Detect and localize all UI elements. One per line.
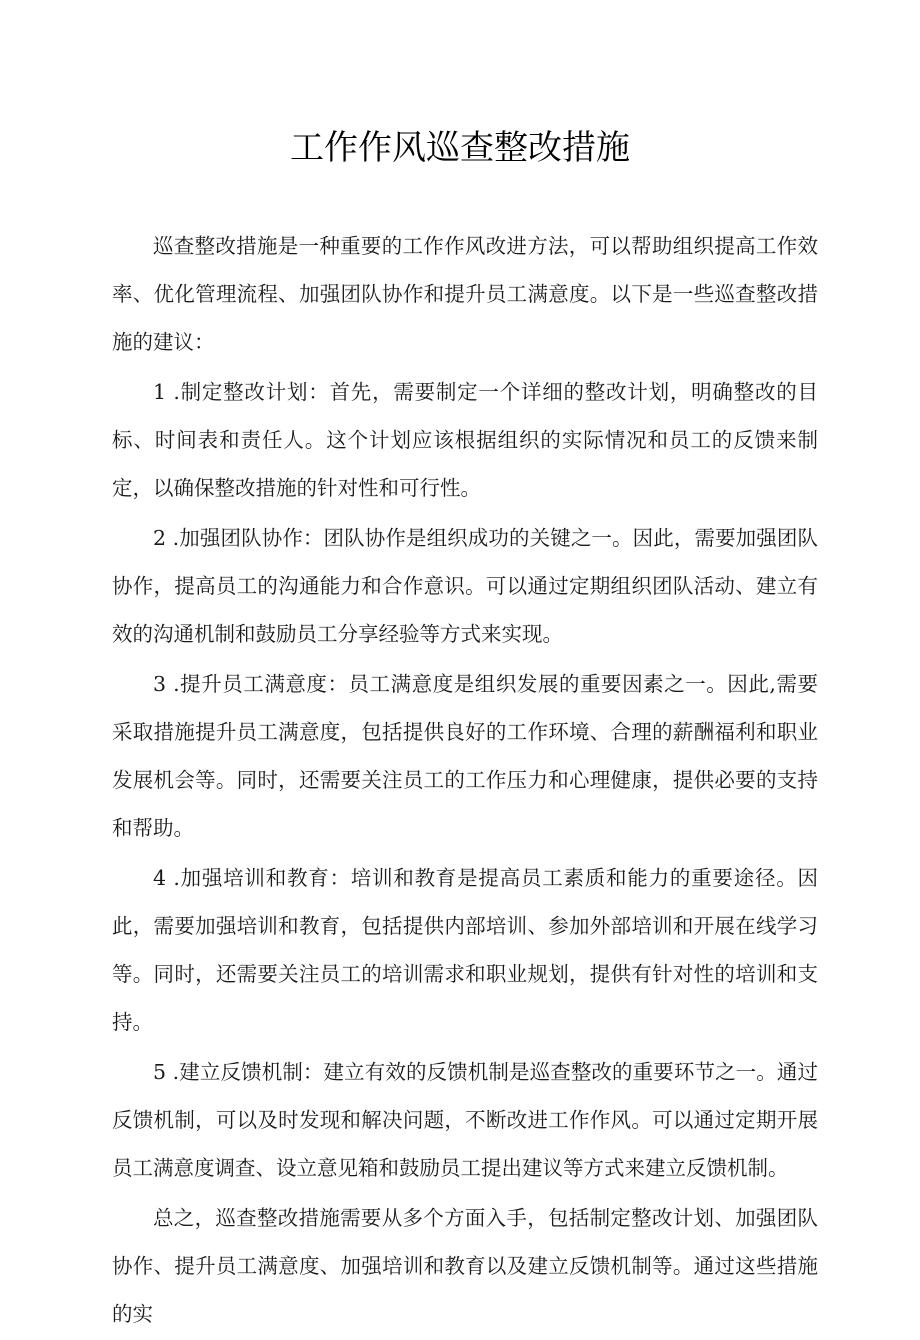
measure-paragraph-1: 1 .制定整改计划：首先，需要制定一个详细的整改计划，明确整改的目标、时间表和责任人。这个计划应该根据组织的实际情况和员工的反馈来制定，以确保整改措施的针对性和可行性。 (112, 380, 818, 500)
measure-paragraph-3: 3 .提升员工满意度：员工满意度是组织发展的重要因素之一。因此,需要采取措施提升员工满意度，包括提供良好的工作环境、合理的薪酬福利和职业发展机会等。同时，还需要关注员工的工作压力和心理健康，提供必要的支持和帮助。 (112, 672, 818, 840)
intro-paragraph: 巡查整改措施是一种重要的工作作风改进方法，可以帮助组织提高工作效率、优化管理流程、加强团队协作和提升员工满意度。以下是一些巡查整改措施的建议： (112, 234, 818, 354)
measure-paragraph-4: 4 .加强培训和教育：培训和教育是提高员工素质和能力的重要途径。因此，需要加强培训和教育，包括提供内部培训、参加外部培训和开展在线学习等。同时，还需要关注员工的培训需求和职业规划，提供有针对性的培训和支持。 (112, 866, 818, 1034)
summary-paragraph: 总之，巡查整改措施需要从多个方面入手，包括制定整改计划、加强团队协作、提升员工满意度、加强培训和教育以及建立反馈机制等。通过这些措施的实 (112, 1206, 818, 1326)
measure-paragraph-2: 2 .加强团队协作：团队协作是组织成功的关键之一。因此，需要加强团队协作，提高员工的沟通能力和合作意识。可以通过定期组织团队活动、建立有效的沟通机制和鼓励员工分享经验等方式来实现。 (112, 526, 818, 646)
measure-paragraph-5: 5 .建立反馈机制：建立有效的反馈机制是巡查整改的重要环节之一。通过反馈机制，可以及时发现和解决问题，不断改进工作作风。可以通过定期开展员工满意度调查、设立意见箱和鼓励员工提出建议等方式来建立反馈机制。 (112, 1060, 818, 1180)
document-title: 工作作风巡查整改措施 (290, 128, 630, 168)
document-body (112, 222, 818, 1340)
